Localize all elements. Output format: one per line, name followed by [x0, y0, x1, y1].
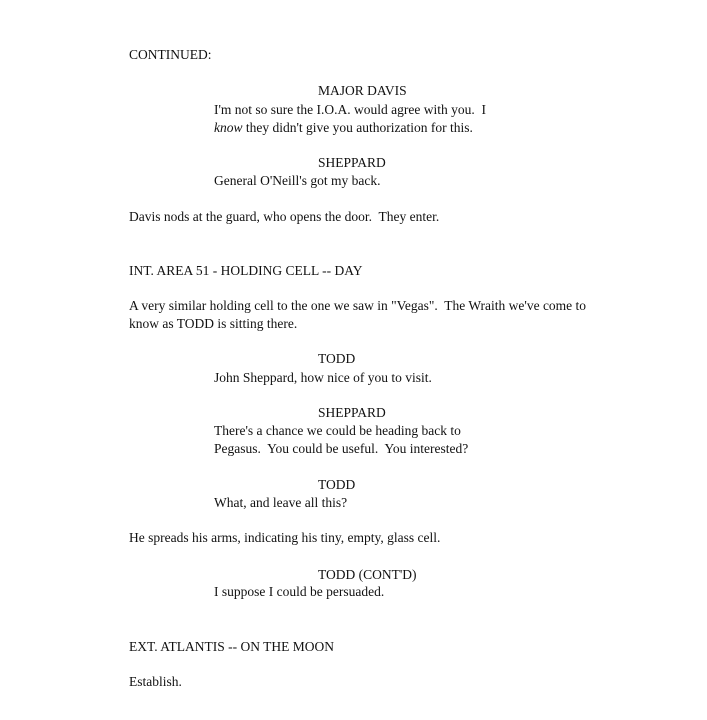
dialogue-line: What, and leave all this?: [214, 495, 348, 510]
dialogue-line: John Sheppard, how nice of you to visit.: [214, 370, 432, 385]
dialogue-text: they didn't give you authorization for this.: [242, 120, 473, 135]
dialogue-line: Pegasus. You could be useful. You interested?: [214, 441, 469, 456]
character-name: SHEPPARD: [318, 405, 386, 420]
scene-heading: EXT. ATLANTIS -- ON THE MOON: [129, 639, 334, 654]
action-line: A very similar holding cell to the one we saw in "Vegas". The Wraith we've come to: [129, 298, 587, 313]
character-name: SHEPPARD: [318, 155, 386, 170]
action-line: Davis nods at the guard, who opens the door. They enter.: [129, 209, 440, 224]
continued-label: CONTINUED:: [129, 47, 212, 62]
character-name: TODD: [318, 477, 356, 492]
dialogue-line: [214, 119, 473, 137]
dialogue-line: I suppose I could be persuaded.: [214, 584, 385, 599]
dialogue-line: General O'Neill's got my back.: [214, 173, 381, 188]
emphasis-text: know: [214, 120, 243, 135]
dialogue-line: There's a chance we could be heading back to: [214, 423, 461, 438]
dialogue-line: I'm not so sure the I.O.A. would agree with you. I: [214, 102, 487, 117]
action-line: know as TODD is sitting there.: [129, 316, 298, 331]
character-name: TODD: [318, 351, 356, 366]
scene-heading: INT. AREA 51 - HOLDING CELL -- DAY: [129, 263, 363, 278]
character-name: MAJOR DAVIS: [318, 83, 407, 98]
action-line: He spreads his arms, indicating his tiny, empty, glass cell.: [129, 530, 441, 545]
character-name: TODD (CONT'D): [318, 567, 417, 582]
action-line: Establish.: [129, 674, 182, 689]
